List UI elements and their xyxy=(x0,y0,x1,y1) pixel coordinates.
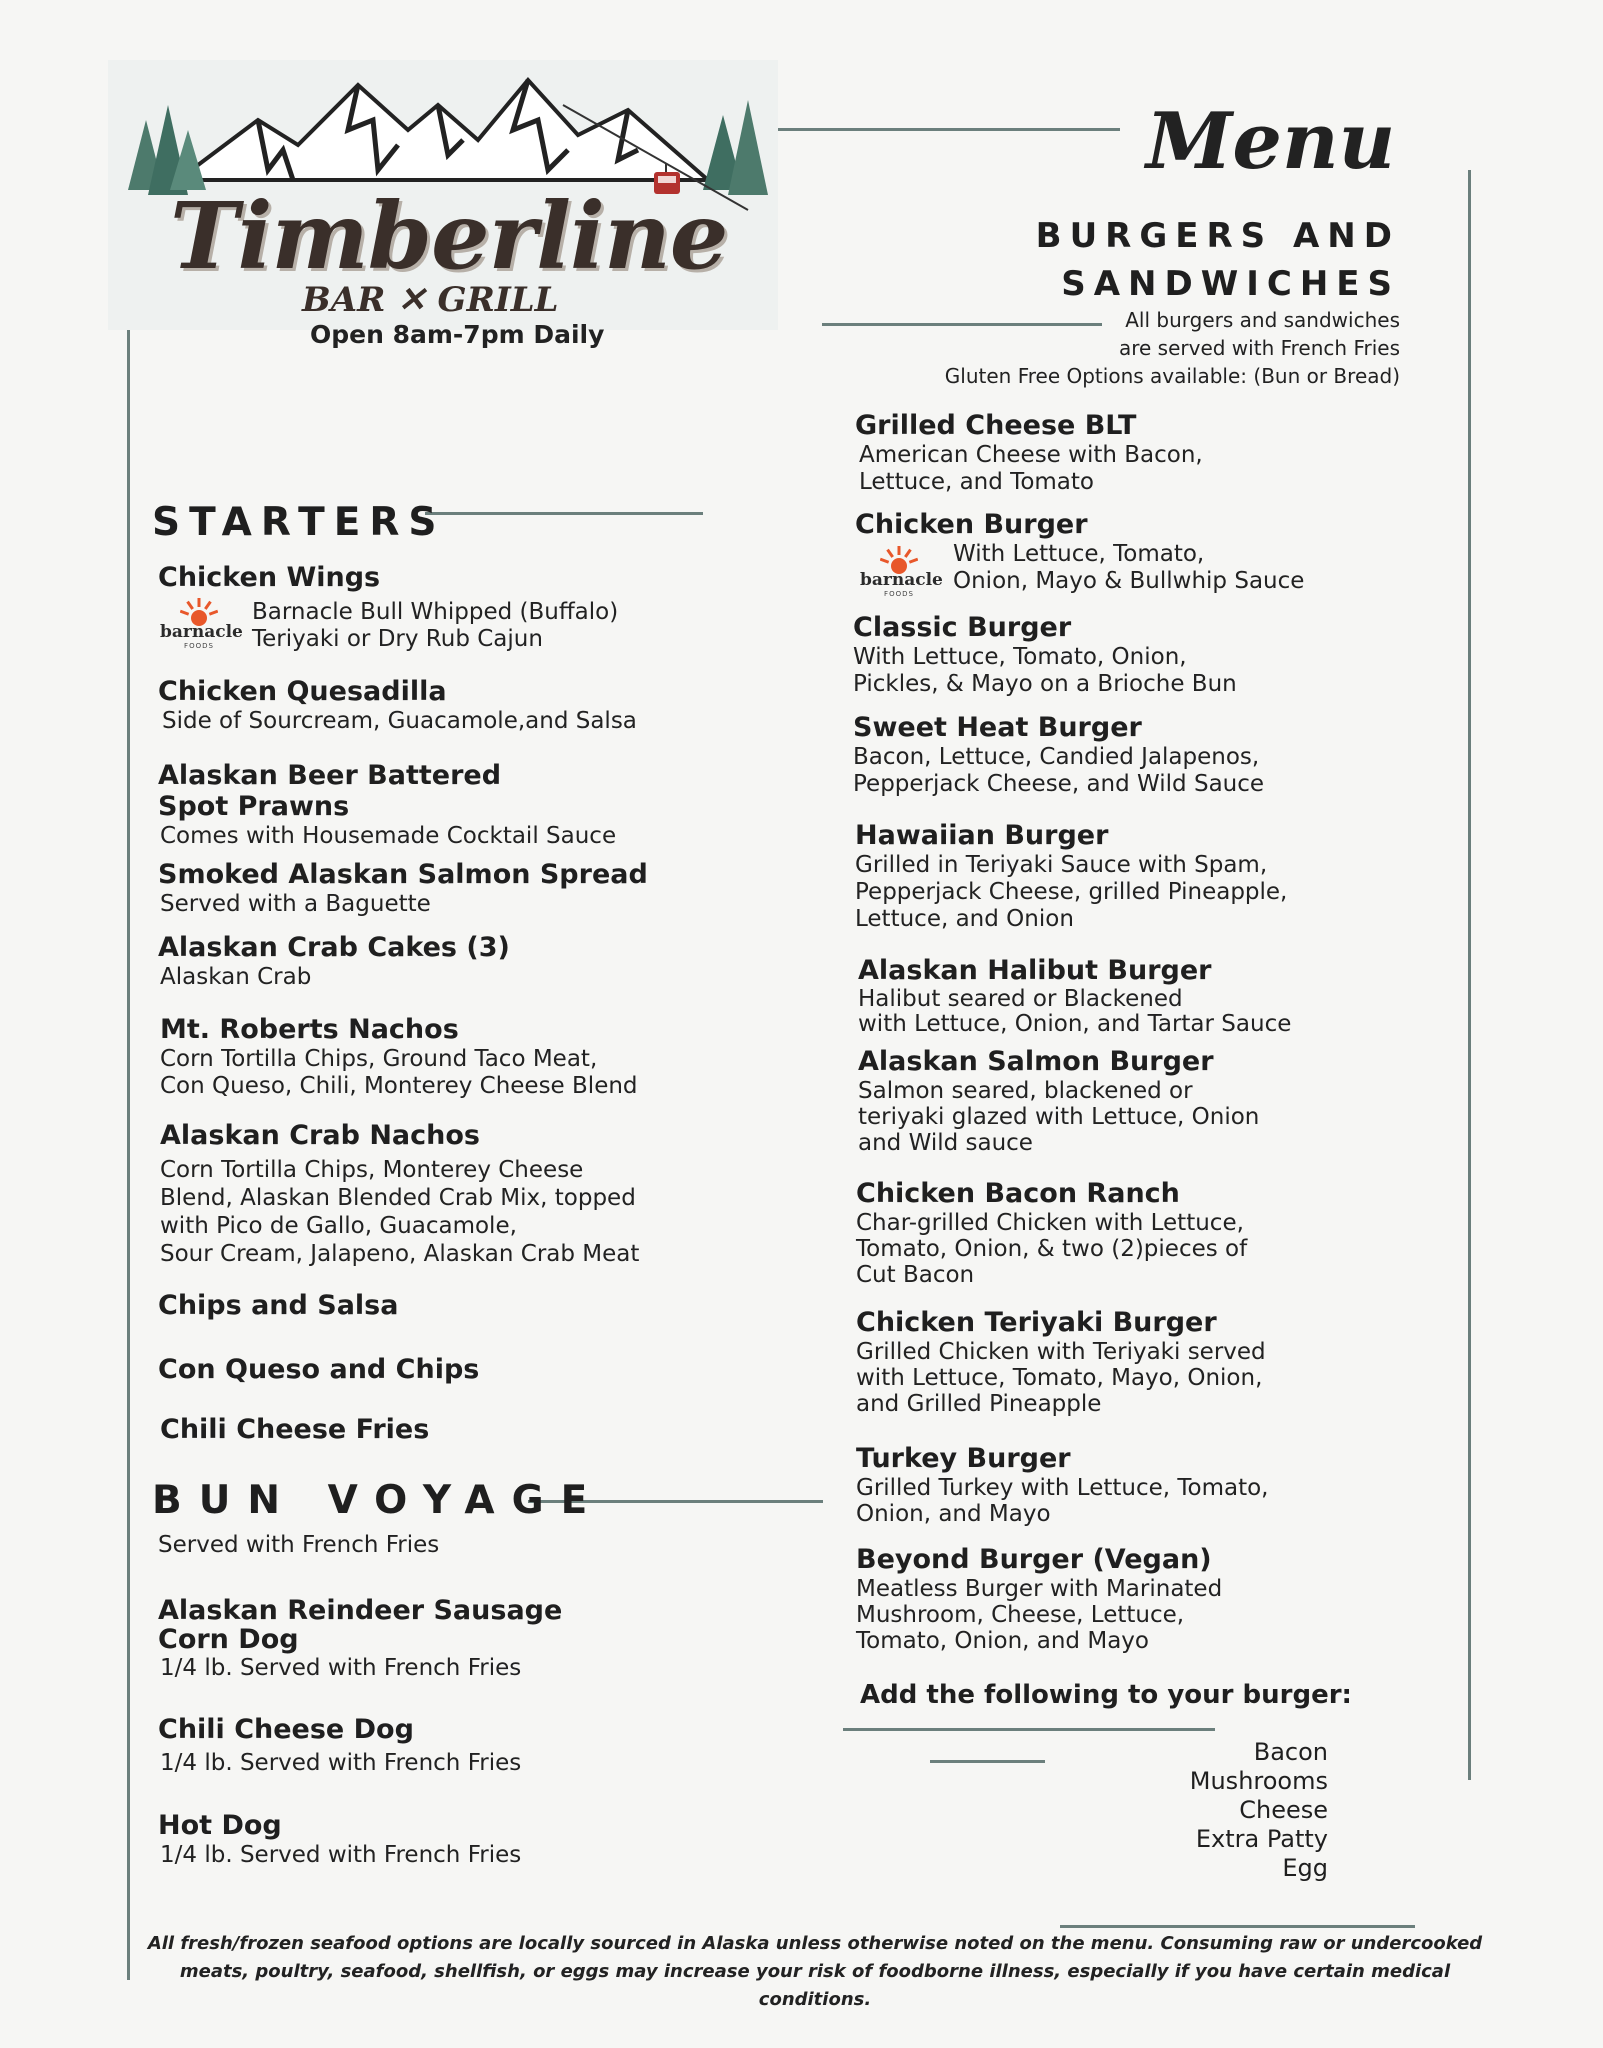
desc-line: Lettuce, and Tomato xyxy=(859,469,1094,495)
item-desc xyxy=(158,708,778,735)
addon-item: Egg xyxy=(1282,1854,1328,1882)
item-desc xyxy=(858,987,1478,1037)
footer-line: meats, poultry, seafood, shellfish, or eggs may increase your risk of foodborne illness, especially if you have certain medical conditions. xyxy=(179,1961,1451,2010)
footer-line: All fresh/frozen seafood options are locally sourced in Alaska unless otherwise noted on the menu. Consuming raw or undercooked xyxy=(147,1933,1483,1954)
desc-line: Corn Tortilla Chips, Ground Taco Meat, xyxy=(160,1046,598,1072)
desc-line: Pepperjack Cheese, and Wild Sauce xyxy=(853,771,1265,797)
desc-line: Bacon, Lettuce, Candied Jalapenos, xyxy=(853,744,1260,770)
desc-line: Onion, Mayo & Bullwhip Sauce xyxy=(953,568,1305,594)
desc-line: Mushroom, Cheese, Lettuce, xyxy=(856,1602,1185,1628)
item-name: Chicken Quesadilla xyxy=(158,676,447,707)
desc-line: and Grilled Pineapple xyxy=(856,1391,1102,1417)
item-name: Sweet Heat Burger xyxy=(853,712,1142,743)
desc-line: Salmon seared, blackened or xyxy=(858,1078,1193,1104)
item-name: Chili Cheese Dog xyxy=(158,1714,414,1745)
menu-item xyxy=(856,1307,1476,1417)
desc-line: Sour Cream, Jalapeno, Alaskan Crab Meat xyxy=(160,1241,640,1267)
burgers-note xyxy=(945,306,1400,390)
item-name: Alaskan Salmon Burger xyxy=(858,1046,1214,1077)
menu-title: Menu xyxy=(1146,96,1396,187)
desc-line: Teriyaki or Dry Rub Cajun xyxy=(252,626,543,652)
item-name: Turkey Burger xyxy=(856,1443,1071,1474)
item-desc xyxy=(158,1750,778,1777)
item-desc xyxy=(858,1078,1478,1156)
desc-line: Corn Tortilla Chips, Monterey Cheese xyxy=(160,1157,584,1183)
item-desc xyxy=(158,1842,778,1869)
menu-item xyxy=(858,1046,1478,1156)
desc-line: Halibut seared or Blackened xyxy=(858,986,1183,1012)
item-name: Alaskan Crab Nachos xyxy=(160,1120,480,1151)
menu-item xyxy=(158,1596,778,1682)
item-name: Con Queso and Chips xyxy=(158,1354,480,1385)
desc-line: Grilled Chicken with Teriyaki served xyxy=(856,1339,1266,1365)
desc-line: Grilled Turkey with Lettuce, Tomato, xyxy=(856,1475,1269,1501)
item-name: Chips and Salsa xyxy=(158,1290,399,1321)
item-name: Smoked Alaskan Salmon Spread xyxy=(158,859,648,890)
desc-line: Con Queso, Chili, Monterey Cheese Blend xyxy=(160,1073,638,1099)
desc-line: With Lettuce, Tomato, xyxy=(953,541,1205,567)
desc-line: Tomato, Onion, & two (2)pieces of xyxy=(856,1236,1248,1262)
menu-item xyxy=(158,1714,778,1777)
desc-line: Cut Bacon xyxy=(856,1262,975,1288)
item-name: Mt. Roberts Nachos xyxy=(160,1014,459,1045)
menu-item xyxy=(856,1178,1476,1288)
desc-line: Lettuce, and Onion xyxy=(855,906,1074,932)
item-desc xyxy=(158,599,778,653)
item-name: Alaskan Beer Battered Spot Prawns xyxy=(158,760,502,822)
menu-item xyxy=(158,1290,778,1321)
menu-item xyxy=(856,1544,1476,1654)
menu-item xyxy=(160,1120,780,1268)
note-line: are served with French Fries xyxy=(1118,336,1400,360)
barnacle-logo-text: barnacle xyxy=(160,622,243,642)
addon-list xyxy=(1190,1738,1328,1883)
barnacle-logo-text: barnacle xyxy=(860,570,943,590)
divider-line xyxy=(930,1760,1045,1763)
note-line: Gluten Free Options available: (Bun or Bread) xyxy=(944,364,1400,388)
desc-line: with Lettuce, Onion, and Tartar Sauce xyxy=(858,1011,1292,1037)
menu-item xyxy=(158,676,778,735)
barnacle-logo-icon xyxy=(160,596,243,656)
desc-line: Onion, and Mayo xyxy=(856,1501,1051,1527)
item-name: Alaskan Crab Cakes (3) xyxy=(158,932,510,963)
item-name: Hawaiian Burger xyxy=(855,820,1109,851)
note-line: All burgers and sandwiches xyxy=(1125,308,1400,332)
desc-line: Meatless Burger with Marinated xyxy=(856,1576,1223,1602)
desc-line: 1/4 lb. Served with French Fries xyxy=(160,1655,522,1681)
item-name: Chili Cheese Fries xyxy=(160,1414,430,1445)
desc-line: with Lettuce, Tomato, Mayo, Onion, xyxy=(856,1365,1263,1391)
menu-item xyxy=(158,562,778,653)
section-title-bun-voyage: BUN VOYAGE xyxy=(152,1478,605,1523)
addon-item: Cheese xyxy=(1239,1796,1328,1824)
addon-item: Bacon xyxy=(1253,1738,1328,1766)
desc-line: and Wild sauce xyxy=(858,1130,1033,1156)
item-name: Chicken Bacon Ranch xyxy=(856,1178,1180,1209)
addon-title: Add the following to your burger: xyxy=(860,1680,1352,1710)
desc-line: teriyaki glazed with Lettuce, Onion xyxy=(858,1104,1260,1130)
menu-item xyxy=(158,760,778,850)
bun-voyage-note: Served with French Fries xyxy=(158,1532,440,1558)
brand-subtitle: BAR ✕ GRILL xyxy=(302,280,559,320)
desc-line: with Pico de Gallo, Guacamole, xyxy=(160,1213,517,1239)
item-desc xyxy=(158,891,778,918)
menu-item xyxy=(158,1810,778,1869)
item-desc xyxy=(158,823,778,850)
divider-line xyxy=(1060,1925,1415,1928)
desc-line: 1/4 lb. Served with French Fries xyxy=(160,1750,522,1776)
item-desc xyxy=(853,744,1473,798)
addon-item: Extra Patty xyxy=(1195,1825,1328,1853)
desc-line: Barnacle Bull Whipped (Buffalo) xyxy=(252,599,619,625)
desc-line: Blend, Alaskan Blended Crab Mix, topped xyxy=(160,1185,636,1211)
item-desc xyxy=(855,852,1475,933)
divider-line xyxy=(760,128,1120,131)
menu-item xyxy=(160,1414,780,1445)
addon-item: Mushrooms xyxy=(1189,1767,1328,1795)
item-desc xyxy=(160,1046,780,1100)
desc-line: With Lettuce, Tomato, Onion, xyxy=(853,644,1187,670)
item-desc xyxy=(856,1210,1476,1288)
item-name: Beyond Burger (Vegan) xyxy=(856,1544,1212,1575)
item-name: Chicken Teriyaki Burger xyxy=(856,1307,1217,1338)
desc-line: American Cheese with Bacon, xyxy=(859,442,1203,468)
menu-item xyxy=(853,612,1473,698)
hours-text: Open 8am-7pm Daily xyxy=(310,320,605,349)
menu-item xyxy=(853,712,1473,798)
item-desc xyxy=(855,442,1475,496)
item-name: Chicken Burger xyxy=(855,509,1088,540)
item-name: Grilled Cheese BLT xyxy=(855,410,1137,441)
barnacle-logo-sub: FOODS xyxy=(884,590,914,598)
left-border-line xyxy=(127,190,130,1980)
divider-line xyxy=(843,1728,1215,1731)
menu-item xyxy=(160,1014,780,1100)
item-name: Alaskan Reindeer Sausage Corn Dog xyxy=(158,1595,563,1655)
menu-item xyxy=(856,1443,1476,1527)
menu-item xyxy=(855,509,1475,595)
menu-item xyxy=(858,955,1478,1037)
desc-line: Tomato, Onion, and Mayo xyxy=(856,1628,1149,1654)
desc-line: Char-grilled Chicken with Lettuce, xyxy=(856,1210,1244,1236)
item-desc xyxy=(158,1655,778,1682)
barnacle-logo-icon xyxy=(860,544,943,604)
item-desc xyxy=(855,541,1475,595)
footer-disclaimer xyxy=(140,1930,1490,2014)
divider-line xyxy=(425,512,703,515)
barnacle-logo-sub: FOODS xyxy=(184,642,214,650)
item-name: Chicken Wings xyxy=(158,562,381,593)
desc-line: Pepperjack Cheese, grilled Pineapple, xyxy=(855,879,1288,905)
desc-line: Grilled in Teriyaki Sauce with Spam, xyxy=(855,852,1268,878)
menu-item xyxy=(158,859,778,918)
section-title-line: SANDWICHES xyxy=(1061,264,1400,304)
item-desc xyxy=(158,964,778,991)
desc-line: Alaskan Crab xyxy=(160,964,312,990)
section-title-starters: STARTERS xyxy=(152,500,446,545)
item-name: Hot Dog xyxy=(158,1810,282,1841)
item-name: Classic Burger xyxy=(853,612,1072,643)
menu-item xyxy=(855,820,1475,933)
menu-item xyxy=(158,932,778,991)
section-title-burgers xyxy=(1036,212,1400,308)
item-desc xyxy=(856,1576,1476,1654)
desc-line: Comes with Housemade Cocktail Sauce xyxy=(160,823,617,849)
item-desc xyxy=(856,1475,1476,1527)
desc-line: 1/4 lb. Served with French Fries xyxy=(160,1842,522,1868)
menu-item xyxy=(158,1354,778,1385)
brand-name: Timberline xyxy=(170,182,728,290)
desc-line: Served with a Baguette xyxy=(160,891,431,917)
item-desc xyxy=(856,1339,1476,1417)
section-title-line: BURGERS AND xyxy=(1035,216,1400,256)
item-desc xyxy=(160,1156,780,1268)
menu-item xyxy=(855,410,1475,496)
item-desc xyxy=(853,644,1473,698)
desc-line: Side of Sourcream, Guacamole,and Salsa xyxy=(162,708,637,734)
item-name: Alaskan Halibut Burger xyxy=(858,955,1212,986)
desc-line: Pickles, & Mayo on a Brioche Bun xyxy=(853,671,1237,697)
